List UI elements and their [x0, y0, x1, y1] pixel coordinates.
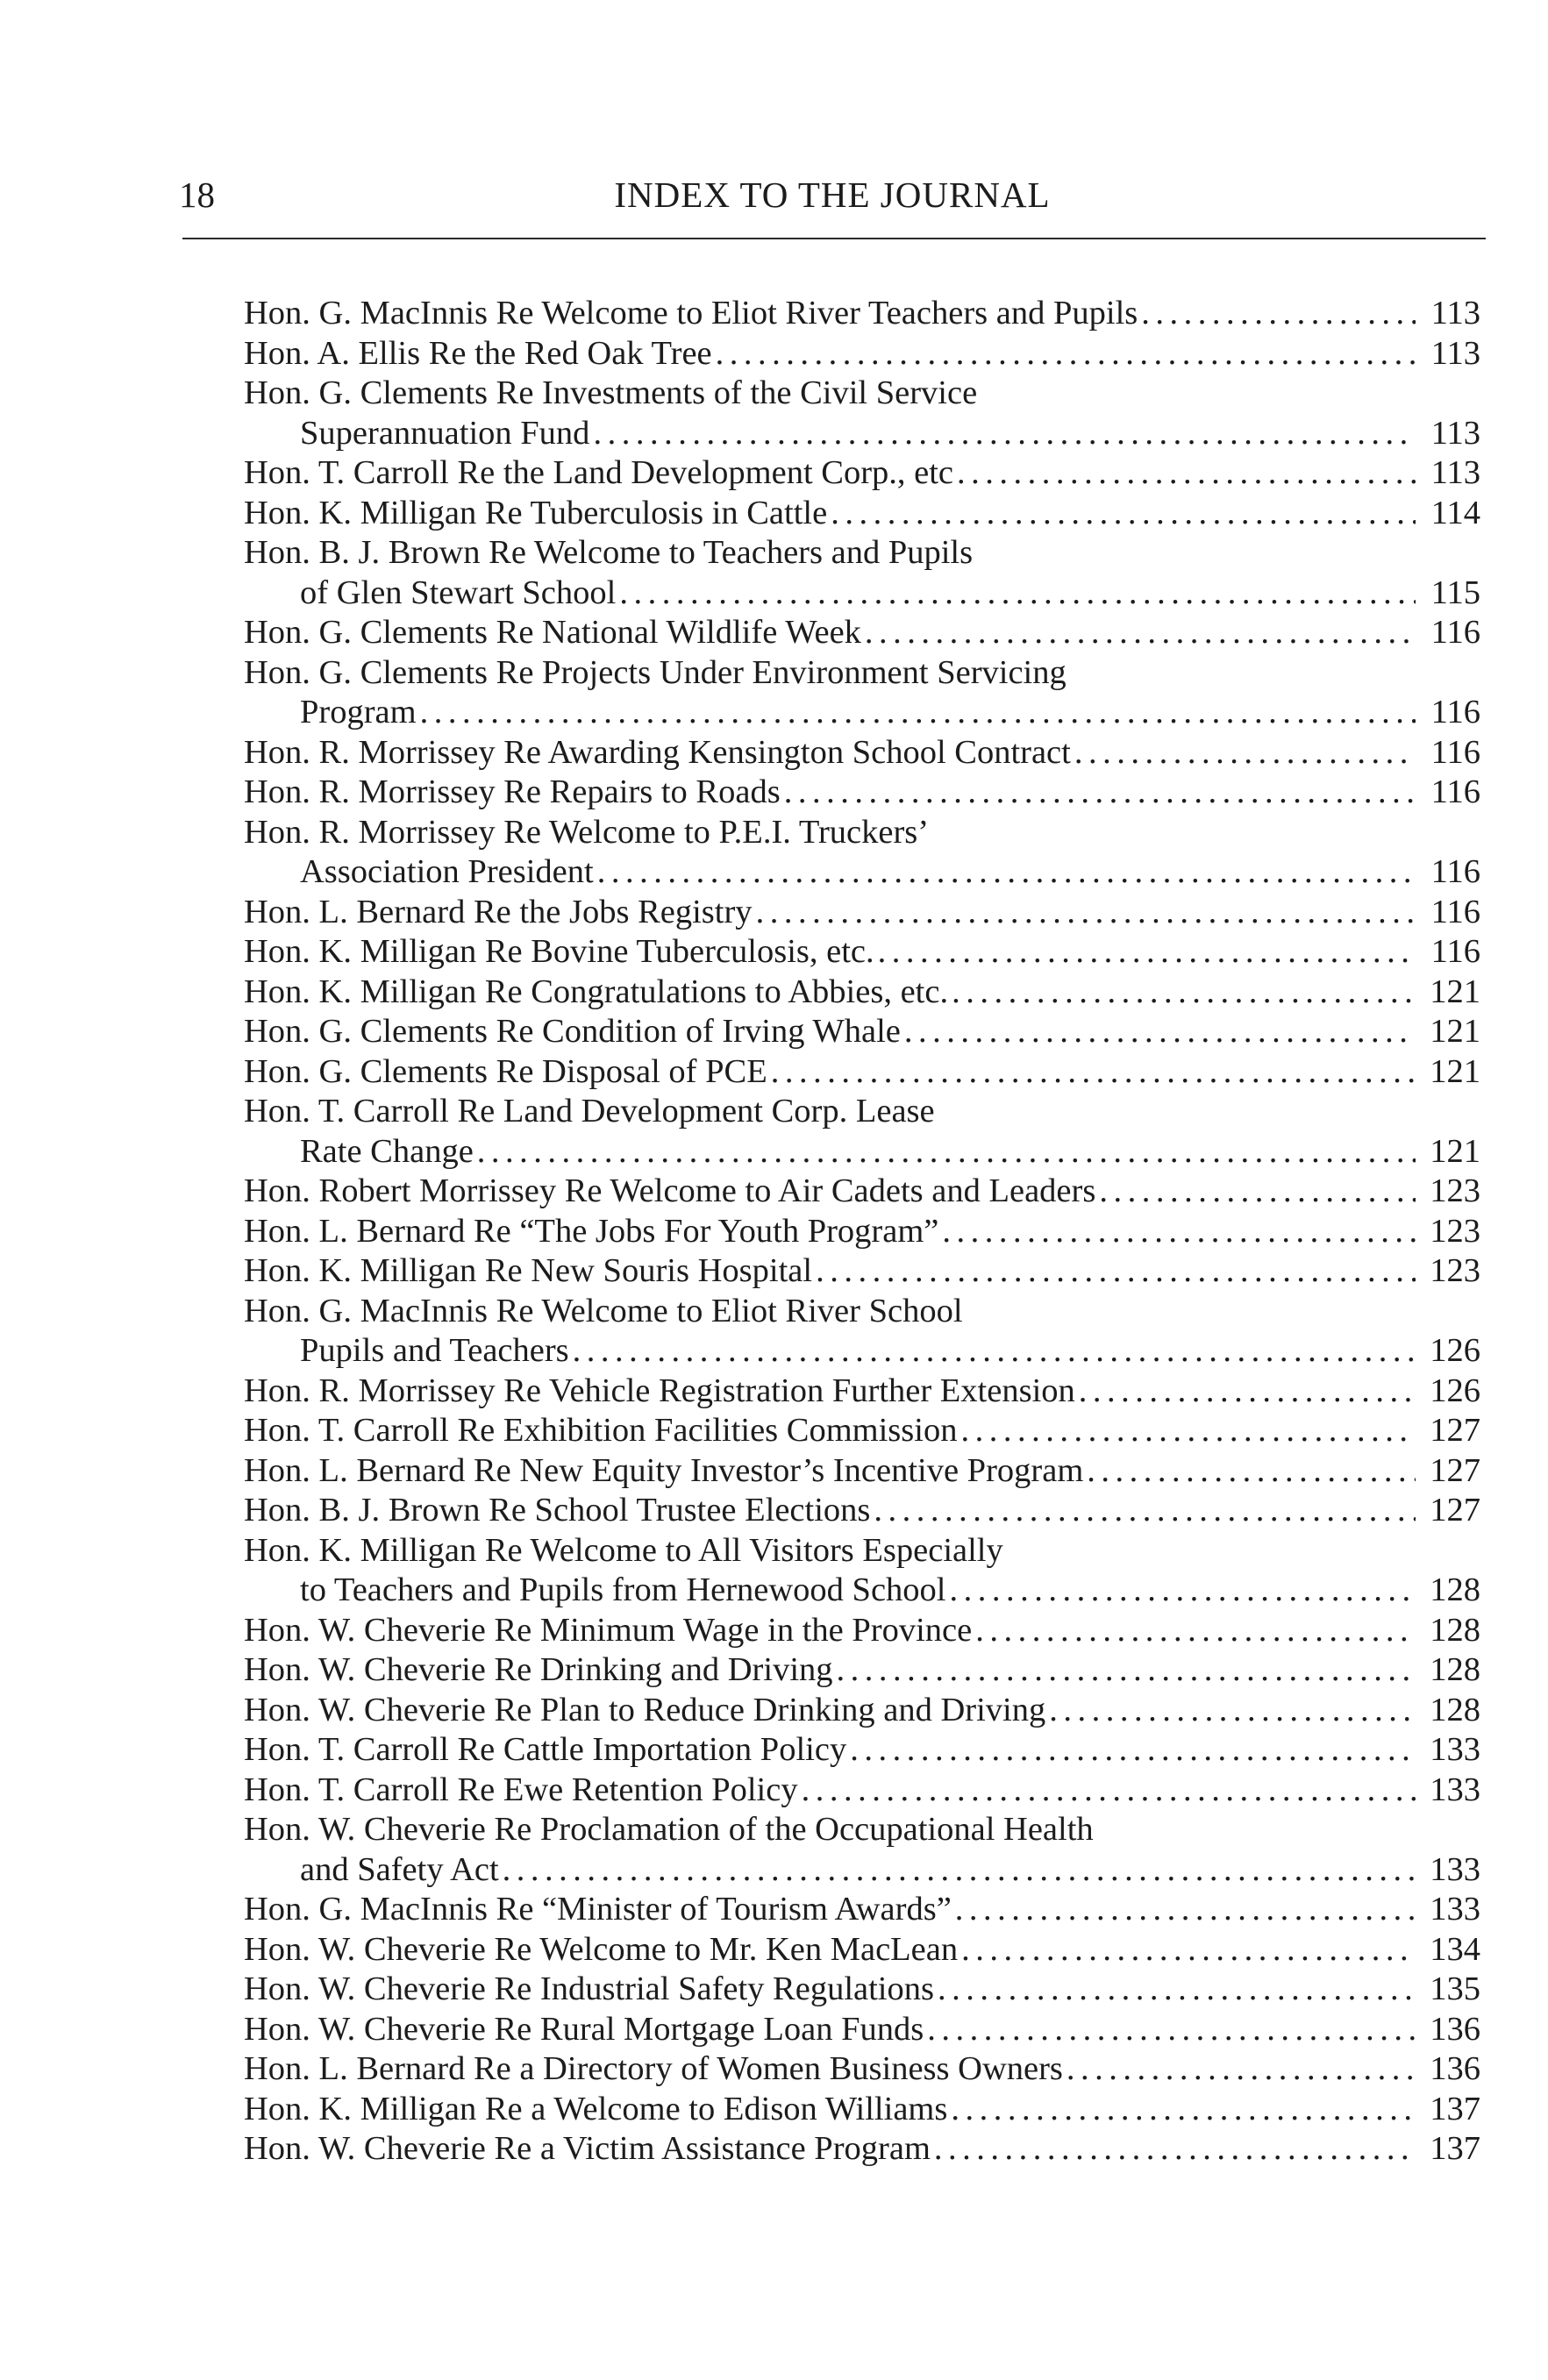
entry-line [244, 1691, 1480, 1731]
entry-text: Hon. W. Cheverie Re Rural Mortgage Loan Funds [244, 2010, 924, 2048]
entry-text: Hon. K. Milligan Re Tuberculosis in Cattle [244, 494, 828, 531]
page-reference: 121 [1430, 1013, 1480, 1050]
page-reference: 128 [1430, 1571, 1480, 1608]
index-entry [244, 1970, 1480, 2010]
entry-line [244, 1930, 1480, 1970]
entry-line [244, 813, 1480, 853]
index-entry [244, 1411, 1480, 1451]
page-reference: 121 [1430, 973, 1480, 1010]
entry-line [244, 1810, 1480, 1850]
index-entry [244, 1212, 1480, 1252]
page-header [179, 168, 1486, 221]
entry-text: Hon. W. Cheverie Re Industrial Safety Regulations [244, 1970, 934, 2007]
entry-line [244, 932, 1480, 973]
dot-leader [420, 693, 1416, 733]
entry-line [244, 1890, 1480, 1930]
dot-leader [1079, 1372, 1416, 1412]
page-reference: 133 [1430, 1850, 1480, 1888]
dot-leader [874, 1491, 1416, 1531]
index-entry [244, 1292, 1480, 1372]
dot-leader [1049, 1691, 1416, 1731]
entry-text: Hon. T. Carroll Re Ewe Retention Policy [244, 1771, 798, 1808]
entry-text: Hon. G. Clements Re Condition of Irving Whale [244, 1013, 901, 1050]
dot-leader [878, 932, 1416, 973]
index-entry [244, 893, 1480, 933]
page-reference: 133 [1430, 1891, 1480, 1928]
dot-leader [961, 1930, 1416, 1970]
page-reference: 113 [1430, 414, 1480, 452]
entry-continuation-line [244, 574, 1480, 614]
dot-leader [952, 973, 1416, 1013]
entry-text: Hon. T. Carroll Re Land Development Corp. Lease [244, 1093, 935, 1129]
entry-line [244, 773, 1480, 813]
page-reference: 127 [1430, 1412, 1480, 1449]
page-reference: 123 [1430, 1212, 1480, 1250]
entry-text: Hon. T. Carroll Re the Land Development Corp., etc [244, 454, 954, 491]
index-entry [244, 653, 1480, 733]
index-entry [244, 1052, 1480, 1093]
entry-text: Hon. R. Morrissey Re Repairs to Roads [244, 773, 781, 810]
entry-text: Hon. G. MacInnis Re “Minister of Tourism Awards” [244, 1891, 952, 1928]
entry-text: Program [300, 694, 417, 730]
dot-leader [1074, 733, 1416, 773]
dot-leader [938, 1970, 1416, 2010]
entry-text: Hon. R. Morrissey Re Awarding Kensington School Contract [244, 733, 1071, 771]
index-entry [244, 1491, 1480, 1531]
entry-text: Hon. B. J. Brown Re Welcome to Teachers and Pupils [244, 534, 974, 571]
entry-line [244, 1531, 1480, 1571]
dot-leader [619, 574, 1416, 614]
entry-line [244, 1292, 1480, 1332]
index-entry [244, 733, 1480, 773]
index-entry [244, 374, 1480, 453]
index-entry [244, 453, 1480, 494]
dot-leader [1087, 1451, 1416, 1492]
entry-line [244, 1012, 1480, 1052]
page-reference: 127 [1430, 1492, 1480, 1528]
entry-text: Hon. G. Clements Re Disposal of PCE [244, 1052, 767, 1090]
entry-line [244, 1212, 1480, 1252]
page-reference: 133 [1430, 1731, 1480, 1768]
entry-line [244, 1251, 1480, 1292]
index-entry [244, 1451, 1480, 1492]
entry-line [244, 1172, 1480, 1212]
page-reference: 114 [1430, 494, 1480, 531]
page-reference: 128 [1430, 1691, 1480, 1728]
index-entry [244, 1810, 1480, 1890]
entry-text: and Safety Act [300, 1850, 499, 1888]
entry-text: Hon. K. Milligan Re Bovine Tuberculosis, etc. [244, 933, 874, 970]
page-reference: 121 [1430, 1052, 1480, 1090]
entry-text: Hon. G. MacInnis Re Welcome to Eliot River School [244, 1292, 963, 1329]
entry-continuation-line [244, 1331, 1480, 1372]
entry-line [244, 653, 1480, 694]
dot-leader [837, 1650, 1416, 1691]
page-reference: 135 [1430, 1970, 1480, 2007]
page-reference: 126 [1430, 1332, 1480, 1369]
entry-text: Hon. G. Clements Re Investments of the Civil Service [244, 374, 978, 411]
entry-text: Hon. G. MacInnis Re Welcome to Eliot River Teachers and Pupils [244, 295, 1138, 331]
page-reference: 127 [1430, 1451, 1480, 1489]
page-reference: 128 [1430, 1651, 1480, 1688]
entry-line [244, 2129, 1480, 2170]
dot-leader [756, 893, 1416, 933]
dot-leader [934, 2129, 1416, 2170]
entry-text: Hon. Robert Morrissey Re Welcome to Air Cadets and Leaders [244, 1172, 1096, 1209]
entry-text: Hon. A. Ellis Re the Red Oak Tree [244, 334, 712, 372]
entry-text: Hon. W. Cheverie Re Proclamation of the Occupational Health [244, 1811, 1094, 1848]
entry-line [244, 374, 1480, 414]
entry-text: Association President [300, 853, 594, 890]
entry-text: Hon. G. Clements Re National Wildlife Week [244, 614, 861, 651]
page-reference: 116 [1430, 853, 1480, 890]
entry-continuation-line [244, 1571, 1480, 1611]
index-entry [244, 973, 1480, 1013]
dot-leader [927, 2010, 1416, 2050]
entry-text: Hon. W. Cheverie Re Plan to Reduce Drinking and Driving [244, 1691, 1046, 1728]
index-entry [244, 1650, 1480, 1691]
index-entry [244, 533, 1480, 613]
index-entry [244, 1691, 1480, 1731]
entry-text: Hon. L. Bernard Re New Equity Investor’s Incentive Program [244, 1451, 1084, 1489]
index-entry [244, 932, 1480, 973]
dot-leader [573, 1331, 1416, 1372]
entry-line [244, 893, 1480, 933]
dot-leader [1099, 1172, 1416, 1212]
page-reference: 116 [1430, 614, 1480, 651]
entry-line [244, 533, 1480, 574]
dot-leader [942, 1212, 1416, 1252]
index-entry [244, 1251, 1480, 1292]
index-entry [244, 294, 1480, 334]
index-entry [244, 494, 1480, 534]
dot-leader [503, 1850, 1416, 1891]
entry-line [244, 334, 1480, 374]
entry-line [244, 2049, 1480, 2090]
entry-continuation-line [244, 693, 1480, 733]
dot-leader [816, 1251, 1416, 1292]
entry-text: Hon. K. Milligan Re New Souris Hospital [244, 1252, 813, 1289]
entry-continuation-line [244, 852, 1480, 893]
page-reference: 126 [1430, 1372, 1480, 1409]
dot-leader [477, 1132, 1416, 1172]
page-reference: 115 [1430, 574, 1480, 611]
index-entry [244, 2090, 1480, 2130]
index-entry [244, 1092, 1480, 1172]
entry-line [244, 973, 1480, 1013]
page-reference: 116 [1430, 694, 1480, 730]
page-reference: 116 [1430, 773, 1480, 810]
dot-leader [904, 1012, 1416, 1052]
running-title: INDEX TO THE JOURNAL [614, 175, 1051, 215]
dot-leader [593, 414, 1416, 454]
dot-leader [951, 2090, 1416, 2130]
page-reference: 136 [1430, 2010, 1480, 2048]
index-entry [244, 1930, 1480, 1970]
entry-line [244, 1052, 1480, 1093]
entry-text: Hon. L. Bernard Re the Jobs Registry [244, 893, 753, 930]
entry-text: Hon. W. Cheverie Re a Victim Assistance Program [244, 2130, 931, 2167]
page-reference: 116 [1430, 933, 1480, 970]
dot-leader [960, 1411, 1416, 1451]
entry-line [244, 1451, 1480, 1492]
entry-continuation-line [244, 1132, 1480, 1172]
index-entry [244, 2010, 1480, 2050]
entry-continuation-line [244, 1850, 1480, 1891]
dot-leader [771, 1052, 1416, 1093]
entry-line [244, 733, 1480, 773]
dot-leader [950, 1571, 1416, 1611]
index-entry [244, 2129, 1480, 2170]
page-reference: 136 [1430, 2050, 1480, 2087]
index-entry [244, 334, 1480, 374]
index-entry [244, 1771, 1480, 1811]
entry-text: Superannuation Fund [300, 414, 590, 452]
entry-text: of Glen Stewart School [300, 574, 617, 611]
entry-text: Hon. K. Milligan Re a Welcome to Edison Williams [244, 2090, 948, 2127]
page-reference: 123 [1430, 1172, 1480, 1209]
entry-line [244, 1970, 1480, 2010]
entry-text: Hon. R. Morrissey Re Welcome to P.E.I. Truckers’ [244, 813, 930, 851]
entry-text: Hon. T. Carroll Re Cattle Importation Policy [244, 1731, 847, 1768]
entry-line [244, 1372, 1480, 1412]
entry-line [244, 294, 1480, 334]
dot-leader [955, 1890, 1416, 1930]
page-reference: 121 [1430, 1132, 1480, 1170]
page-reference: 123 [1430, 1252, 1480, 1289]
entry-line [244, 1771, 1480, 1811]
index-entry [244, 1372, 1480, 1412]
dot-leader [784, 773, 1416, 813]
dot-leader [1066, 2049, 1416, 2090]
dot-leader [831, 494, 1416, 534]
dot-leader [716, 334, 1416, 374]
index-entry [244, 773, 1480, 813]
dot-leader [1141, 294, 1416, 334]
entry-line [244, 2090, 1480, 2130]
entry-text: Hon. K. Milligan Re Welcome to All Visitors Especially [244, 1531, 1003, 1569]
entry-text: Hon. L. Bernard Re “The Jobs For Youth Program” [244, 1212, 939, 1250]
index-entry [244, 813, 1480, 893]
page-reference: 113 [1430, 454, 1480, 491]
entry-text: Pupils and Teachers [300, 1332, 569, 1369]
page-reference: 116 [1430, 733, 1480, 771]
entry-text: Rate Change [300, 1132, 474, 1170]
entry-line [244, 1491, 1480, 1531]
entry-line [244, 494, 1480, 534]
entry-text: Hon. G. Clements Re Projects Under Environment Servicing [244, 653, 1066, 691]
page-reference: 113 [1430, 295, 1480, 331]
index-entry [244, 613, 1480, 653]
dot-leader [957, 453, 1416, 494]
index-list [244, 294, 1480, 2170]
dot-leader [975, 1611, 1416, 1651]
index-entry [244, 1012, 1480, 1052]
page-reference: 113 [1430, 334, 1480, 372]
index-entry [244, 1531, 1480, 1611]
index-entry [244, 1611, 1480, 1651]
page-reference: 134 [1430, 1930, 1480, 1968]
index-entry [244, 1172, 1480, 1212]
entry-line [244, 453, 1480, 494]
entry-text: Hon. B. J. Brown Re School Trustee Elections [244, 1492, 871, 1528]
entry-text: Hon. T. Carroll Re Exhibition Facilities Commission [244, 1412, 958, 1449]
page-reference: 137 [1430, 2130, 1480, 2167]
page-reference: 137 [1430, 2090, 1480, 2127]
dot-leader [865, 613, 1416, 653]
entry-text: to Teachers and Pupils from Hernewood School [300, 1571, 946, 1608]
index-entry [244, 1730, 1480, 1771]
dot-leader [597, 852, 1416, 893]
entry-text: Hon. R. Morrissey Re Vehicle Registration Further Extension [244, 1372, 1075, 1409]
page-reference: 116 [1430, 893, 1480, 930]
entry-text: Hon. L. Bernard Re a Directory of Women Business Owners [244, 2050, 1063, 2087]
dot-leader [850, 1730, 1416, 1771]
entry-line [244, 1092, 1480, 1132]
index-entry [244, 2049, 1480, 2090]
entry-line [244, 1730, 1480, 1771]
entry-line [244, 613, 1480, 653]
dot-leader [802, 1771, 1416, 1811]
entry-line [244, 2010, 1480, 2050]
entry-line [244, 1611, 1480, 1651]
page-number: 18 [179, 175, 215, 215]
header-rule [182, 238, 1486, 239]
index-entry [244, 1890, 1480, 1930]
entry-continuation-line [244, 414, 1480, 454]
entry-text: Hon. W. Cheverie Re Minimum Wage in the Province [244, 1611, 973, 1649]
page-reference: 128 [1430, 1611, 1480, 1649]
entry-line [244, 1650, 1480, 1691]
entry-text: Hon. W. Cheverie Re Drinking and Driving [244, 1651, 833, 1688]
page-reference: 133 [1430, 1771, 1480, 1808]
entry-text: Hon. K. Milligan Re Congratulations to Abbies, etc. [244, 973, 949, 1010]
entry-line [244, 1411, 1480, 1451]
entry-text: Hon. W. Cheverie Re Welcome to Mr. Ken MacLean [244, 1930, 959, 1968]
